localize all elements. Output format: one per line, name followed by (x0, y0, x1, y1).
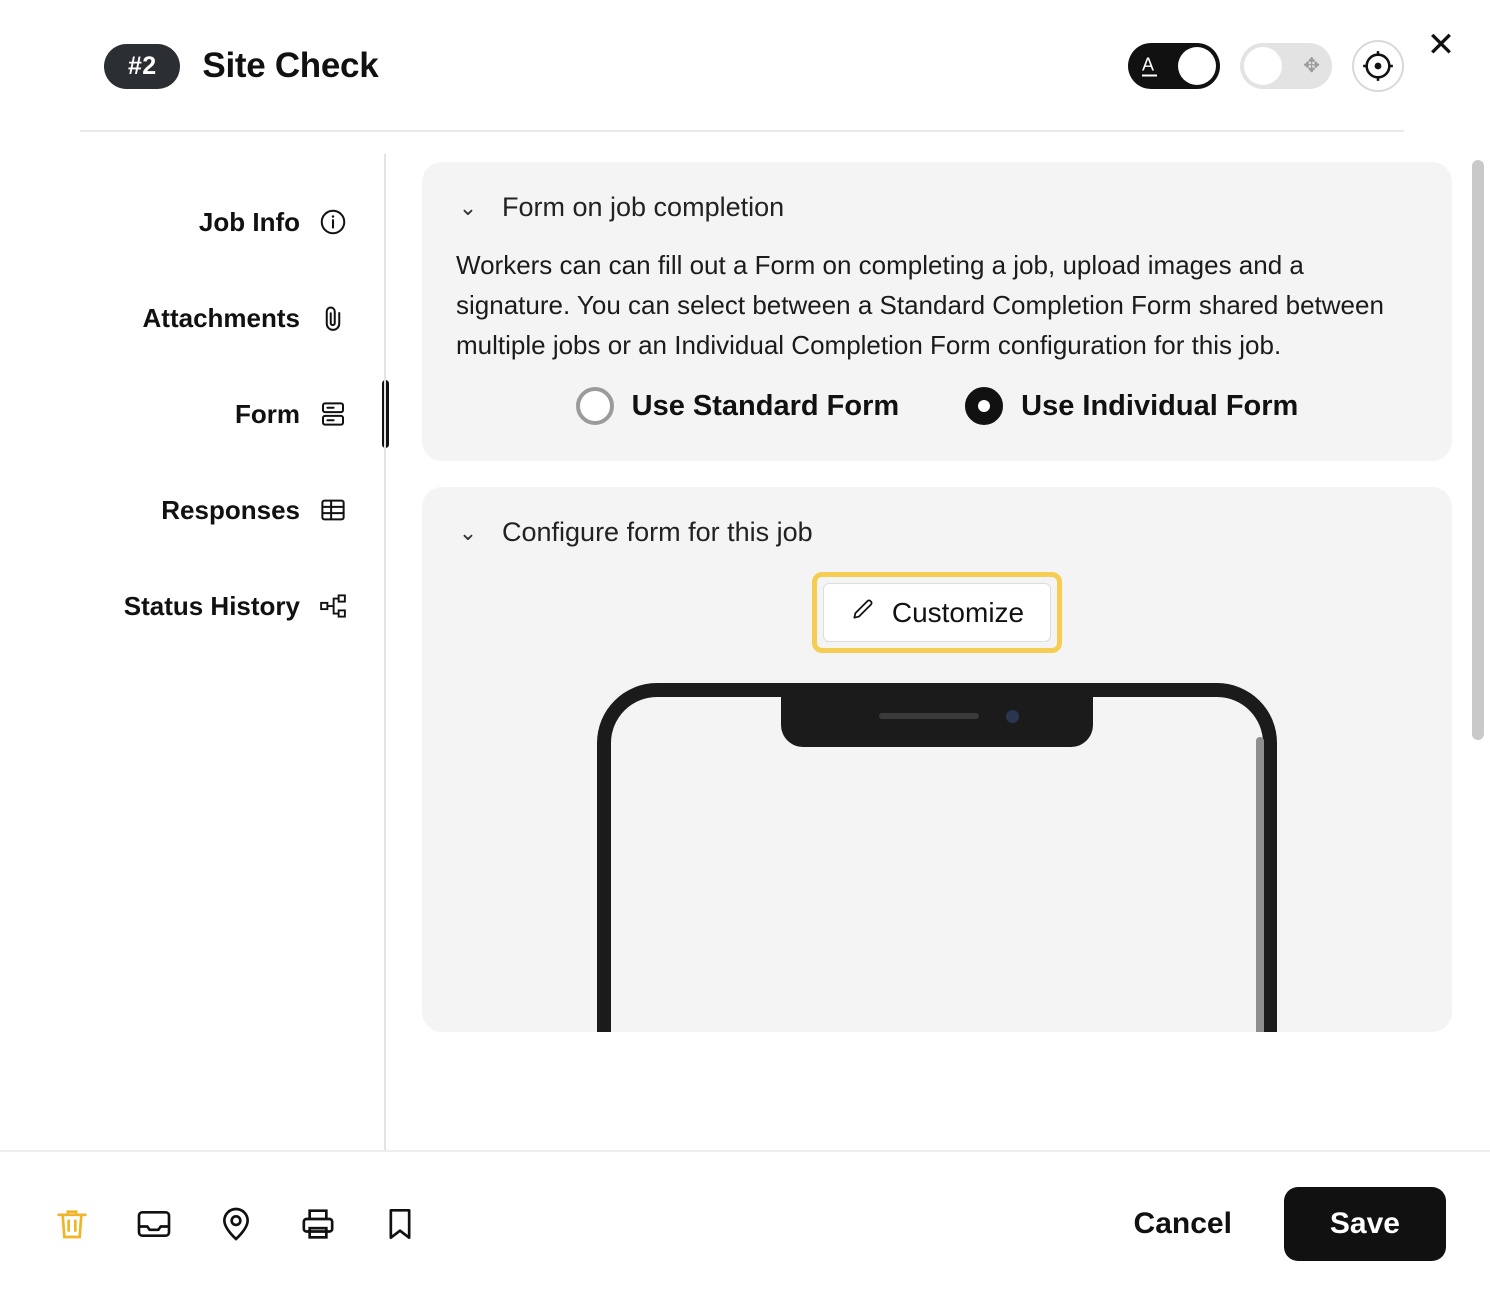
info-icon (316, 205, 350, 239)
toggle-knob (1244, 47, 1282, 85)
main-content (386, 132, 1490, 1150)
radio-mark (576, 387, 614, 425)
configure-card-header[interactable] (456, 517, 1418, 548)
move-icon: ✥ (1303, 55, 1320, 77)
radio-option-individual-form[interactable] (965, 387, 1298, 425)
customize-highlight (812, 572, 1062, 653)
radio-label: Use Standard Form (631, 389, 900, 422)
form-type-radio-group (456, 387, 1418, 425)
sidebar-item-label: Attachments (142, 302, 300, 333)
sidebar-item-status-history[interactable] (0, 558, 386, 654)
sidebar-item-label: Responses (161, 494, 300, 525)
form-icon (316, 397, 350, 431)
job-number-badge: #2 (104, 44, 180, 89)
trash-icon[interactable] (48, 1200, 96, 1248)
configure-card-title: Configure form for this job (502, 517, 813, 548)
inbox-icon[interactable] (130, 1200, 178, 1248)
paperclip-icon (316, 301, 350, 335)
locate-button[interactable] (1352, 40, 1404, 92)
phone-notch (781, 695, 1093, 747)
customize-area (456, 572, 1418, 653)
save-button[interactable]: Save (1284, 1187, 1446, 1261)
dialog-header (0, 0, 1490, 132)
bookmark-icon[interactable] (376, 1200, 424, 1248)
sidebar-item-attachments[interactable] (0, 270, 386, 366)
form-card-header[interactable] (456, 192, 1418, 223)
text-mode-toggle[interactable] (1128, 43, 1220, 89)
text-mode-icon: A (1142, 56, 1157, 77)
table-icon (316, 493, 350, 527)
close-button[interactable]: ✕ (1426, 26, 1456, 64)
header-title-group (104, 44, 378, 89)
form-card-description: Workers can can fill out a Form on completing a job, upload images and a signature. You can select between a Standard Completion Form shared between multiple jobs or an Individual Completion Form configuration for this job. (456, 250, 1384, 361)
phone-speaker (879, 713, 979, 719)
customize-button-label: Customize (891, 596, 1025, 628)
content-scrollbar[interactable] (1472, 160, 1484, 1136)
hierarchy-icon (316, 589, 350, 623)
radio-label: Use Individual Form (1021, 389, 1299, 422)
form-on-job-completion-card (422, 162, 1452, 461)
move-mode-toggle[interactable] (1240, 43, 1332, 89)
locate-icon (1361, 49, 1395, 83)
print-icon[interactable] (294, 1200, 342, 1248)
phone-preview (597, 683, 1277, 1032)
form-card-title: Form on job completion (502, 192, 785, 222)
pencil-icon (850, 596, 876, 629)
dialog-footer (0, 1150, 1490, 1296)
sidebar-item-form[interactable] (0, 366, 386, 462)
cancel-button[interactable]: Cancel (1128, 1206, 1238, 1242)
customize-button[interactable] (823, 583, 1051, 642)
dialog-body (0, 132, 1490, 1150)
scrollbar-thumb[interactable] (1472, 160, 1484, 740)
toggle-knob (1178, 47, 1216, 85)
radio-mark (965, 387, 1003, 425)
phone-camera (1006, 710, 1019, 723)
chevron-down-icon: ⌄ (458, 519, 478, 545)
sidebar-item-label: Form (235, 398, 300, 429)
footer-actions (1128, 1187, 1446, 1261)
configure-form-card (422, 487, 1452, 1032)
sidebar-item-label: Job Info (198, 206, 300, 237)
phone-side-button (1256, 737, 1264, 1032)
sidebar-item-job-info[interactable] (0, 174, 386, 270)
page-title: Site Check (202, 46, 379, 85)
header-controls (1128, 40, 1404, 92)
radio-option-standard-form[interactable] (576, 387, 900, 425)
chevron-down-icon: ⌄ (458, 194, 478, 220)
sidebar-item-label: Status History (123, 590, 300, 621)
map-pin-icon[interactable] (212, 1200, 260, 1248)
sidebar (0, 132, 386, 1150)
sidebar-item-responses[interactable] (0, 462, 386, 558)
